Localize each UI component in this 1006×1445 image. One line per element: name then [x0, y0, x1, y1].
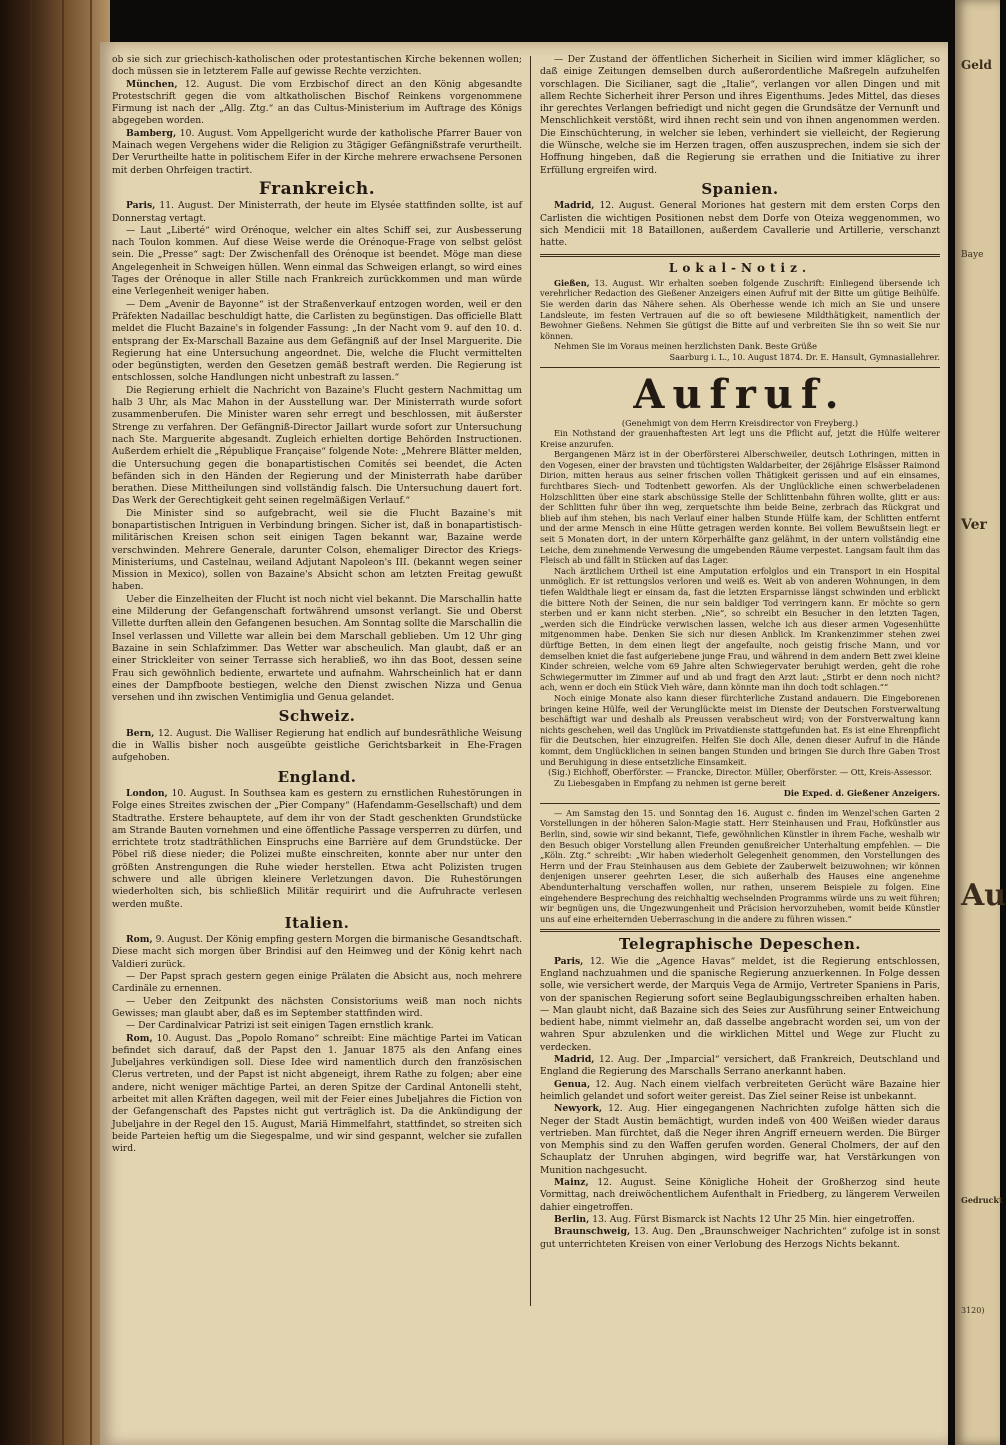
text-bamberg: 10. August. Vom Appellgericht wurde der katholische Pfarrer Bauer von Mainach wegen Vergehens wider die Religion zu 3tägiger Gefängnißstrafe verurtheilt. Der Verurtheilte hatte in politischem Eifer in der Kirche mehrere erwachsene Personen mit derben Ohrfeigen tractirt. — [112, 127, 522, 176]
text-london: 10. August. In Southsea kam es gestern zu ernstlichen Ruhestörungen in Folge eines Streites zwischen der „Pier Company“ (Hafendamm-Gesellschaft) und dem Stadtrathe. Erstere behauptete, auf dem ihr von der Stadt geschenkten Grundstücke am Strande Bauten vornehmen und eine öffentliche Passage versperren zu dürfen, und errichtete trotz stadträthlichen Einspruchs eine Barrière auf dem Grundstücke. Der Pöbel riß diese nieder; die Polizei mußte einschreiten, konnte aber nur unter den größten Anstrengungen die Ruhe wieder herstellen. Etwa acht Polizisten trugen schwere und alle übrigen kleinere Verletzungen davon. Die Ruhestörungen wiederholten sich, bis schließlich Militär requirirt und die Aufruhracte verlesen werden mußte. — [112, 787, 522, 910]
aufruf-paragraph: Noch einige Monate also kann dieser fürchterliche Zustand andauern. Die Eingeborenen bringen keine Hülfe, weil der Verunglückte meist im Dienste der Deutschen Forstverwaltung beschäftigt war und deshalb als Preussen verabscheut wird; von der Forstverwaltung kann nichts geschehen, weil das Unglück im Privatdienste stattgefunden hat. Es ist eine Ehrenpflicht für die Deutschen, hier einzugreifen. Helfen Sie doch Alle, denen dieser Aufruf in die Hände kommt, dem Unglücklichen in seinen bangen Stunden und bringen Sie durch Ihre Gaben Trost und Beruhigung in diese entsetzliche Einsamkeit. — [540, 692, 940, 767]
facing-page-edge — [955, 0, 1006, 1445]
news-item — [112, 934, 522, 971]
dispatch-item — [540, 1214, 940, 1226]
section-rule — [540, 367, 940, 368]
news-item-bamberg — [112, 128, 522, 177]
place: Madrid, — [554, 1054, 595, 1066]
lokal-text: 13. August. Wir erhalten soeben folgende Zuschrift: Einliegend übersende ich verehrlicher Redaction des Gießener Anzeigers einen Aufruf mit der Bitte um gütige Beihülfe. Sie werden darin das Nähere sehen. Als Oberhessе wende ich mich an Sie und unsere Landsleute, im festen Vertrauen auf die so oft bewiesene Mildthätigkeit, namentlich der Bewohner Gießens. Nehmen Sie gütigst die Bitte auf und verbreiten Sie ihn so weit Sie nur können. — [540, 277, 940, 341]
place: Braunschweig, — [554, 1226, 631, 1238]
place: Paris, — [126, 200, 156, 212]
news-item-london — [112, 788, 522, 911]
news-item: — Ueber den Zeitpunkt des nächsten Consistoriums weiß man noch nichts Gewisses; man glaubt aber, daß es im September stattfinden wird. — [112, 995, 522, 1019]
place-madrid: Madrid, — [554, 200, 595, 212]
facing-page-fragment: Ver — [961, 517, 987, 533]
heading-aufruf: Aufruf. — [633, 370, 847, 418]
heading-telegraphische-depeschen: Telegraphische Depeschen. — [619, 935, 861, 954]
facing-page-fragment: Baye — [961, 250, 984, 260]
facing-page-fragment: Geld — [961, 58, 992, 72]
aufruf-donations: Zu Liebesgaben in Empfang zu nehmen ist gerne bereit — [554, 777, 786, 788]
place: Rom, — [126, 1032, 153, 1044]
text-bern: 12. August. Die Walliser Regierung hat endlich auf bundesräthliche Weisung die in Wallis bisher noch ausgeübte geistliche Gerichtsbarkeit in Ehe-Fragen aufgehoben. — [112, 727, 522, 764]
news-text: 9. August. Der König empfing gestern Morgen die birmanische Gesandtschaft. Diese macht sich morgen über Brindisi auf den Heimweg und der König kehrt nach Valdieri zurück. — [112, 934, 522, 970]
text-madrid: 12. August. General Moriones hat gestern mit dem ersten Corps den Carlisten die wichtigen Positionen nebst dem Dorfe von Oteiza weggenommen, wo sich Mendicii mit 18 Bataillonen, außerdem Cavallerie und Artillerie, verschanzt hatte. — [540, 200, 941, 249]
lokal-notiz-block — [540, 278, 940, 363]
place: Paris, — [554, 955, 584, 967]
left-column — [112, 54, 522, 1156]
book-spine — [0, 0, 110, 1445]
dispatch-text: 12. Wie die „Agence Havas“ meldet, ist die Regierung entschlossen, England nachzuahmen und die spanische Regierung anzuerkennen. In Folge dessen solle, wie versichert werde, der Marquis Vega de Armijo, Vertreter Spaniens in Paris, von der spanischen Regierung sofort seine Beglaubigungsschreiben erhalten haben. — Man glaubt nicht, daß Bazaine sich des Seies zur Ausführung seiner Entweichung bedient habe, nimmt vielmehr an, daß dasselbe angebracht worden sei, um von der wahren Spur abzulenken und die wirklichen Mittel und Wege zur Flucht zu verdecken. — [540, 955, 941, 1053]
place: Genua, — [554, 1078, 591, 1090]
lokal-signature: Saarburg i. L., 10. August 1874. Dr. E. Hansult, Gymnasiallehrer. — [669, 351, 940, 362]
dispatch-text: 13. Aug. Fürst Bismarck ist Nachts 12 Uhr 25 Min. hier eingetroffen. — [592, 1213, 915, 1225]
facing-page-fragment: 3120) — [961, 1306, 985, 1315]
aufruf-signatures: (Sig.) Eichhoff, Oberförster. — Francke, Director. Müller, Oberförster. — Ott, Kreis-Assessor. — [548, 767, 932, 778]
dispatch-text: 12. Aug. Der „Imparcial“ versichert, daß Frankreich, Deutschland und England die Regierung des Marschalls Serrano anerkannt haben. — [540, 1054, 941, 1078]
aufruf-subtitle: (Genehmigt von dem Herrn Kreisdirector von Freyberg.) — [621, 417, 859, 428]
dispatch-text: 12. Aug. Hier eingegangenen Nachrichten zufolge hätten sich die Neger der Stadt Austin bemächtigt, wurden indeß von 400 Weißen wieder daraus vertrieben. Man fürchtet, daß die Neger ihren Angriff erneuern werden. Die Bürger von Memphis sind zu den Waffen gerufen worden. General Cholmers, der auf den Schauplatz der Unruhen abgingen, wird begriffe war, hat Verstärkungen von Munition nachgesucht. — [540, 1103, 941, 1176]
dispatch-item — [540, 1226, 940, 1251]
right-column — [540, 54, 940, 1251]
news-item — [112, 1033, 522, 1156]
place-giessen: Gießen, — [554, 277, 590, 288]
column-divider — [530, 56, 531, 1306]
section-rule — [540, 929, 940, 932]
place-muenchen: München, — [126, 78, 178, 90]
section-rule — [540, 803, 940, 804]
news-item-sicilien: — Der Zustand der öffentlichen Sicherheit in Sicilien wird immer kläglicher, so daß einige Zeitungen demselben durch außerordentliche Maßregeln aufzuhelfen vorschlagen. Die Sicilianer, sagt die „Italie“, verlangen vor allen Dingen und mit allem Rechte Sicherheit ihrer Person und ihres Eigenthums. Jedes Mittel, das dieses ihr gerechtes Verlangen befriedigt und nicht gegen die Grundsätze der Vernunft und Menschlichkeit verstößt, wird ihnen recht sein und von ihnen angenommen werden. Die Einschüchterung, in welcher sie leben, verhindert sie vielleicht, der Regierung die Wünsche, welche sie im Herzen tragen, offen auszusprechen, indem sie sich der Hoffnung hingeben, daß die Regierung sie errathen und die Initiative zu ihrer Erfüllung ergreifen wird. — [540, 54, 940, 176]
text-muenchen: 12. August. Die vom Erzbischof direct an den König abgesandte Protestschrift gegen die vom altkatholischen Bischof Reinkens vorgenommene Firmung ist nach der „Allg. Ztg.“ an das Cultus-Ministerium im Auftrage des Königs abgegeben worden. — [112, 78, 523, 127]
heading-spanien: Spanien. — [701, 179, 779, 198]
news-item: — Dem „Avenir de Bayonne“ ist der Straßenverkauf entzogen worden, weil er den Präfekten Nadaillac beschuldigt hatte, die Carlisten zu begünstigen. Das officielle Blatt meldet die Flucht Bazaine's in folgender Fassung: „In der Nacht vom 9. auf den 10. d. entsprang der Ex-Marschall Bazaine aus dem Gefängniß auf der Insel Marguerite. Die Regierung hat eine Untersuchung angeordnet. Die, welche die Flucht vermittelten oder begünstigten, werden den Gesetzen gemäß bestraft werden. Die Regierung ist entschlossen, solche Handlungen nicht unbestraft zu lassen.“ — [112, 298, 522, 384]
news-item: Die Regierung erhielt die Nachricht von Bazaine's Flucht gestern Nachmittag um halb 3 Uhr, als Mac Mahon in der Ausstellung war. Der Ministerrath wurde sofort zusammenberufen. Die Minister waren sehr erregt und beschlossen, mit äußerster Strenge zu verfahren. Der Gefängniß-Director Jaillart wurde sofort zur Untersuchung nach Ste. Marguerite abgesandt. Zugleich erhielten dortige Behörden Instructionen. Außerdem erhielt die „République Française“ folgende Note: „Mehrere Blätter melden, die Untersuchung gegen die bonapartistischen Comités sei beendet, die Acten befänden sich in den Händen der Regierung und der Ministerrath habe darüber berathen. Diese Mittheilungen sind vollständig falsch. Die Untersuchung dauert fort. Das Werk der Gerechtigkeit geht seinen regelmäßigen Verlauf.“ — [112, 384, 522, 507]
news-item — [112, 200, 522, 225]
heading-england: England. — [277, 767, 357, 786]
place-bern: Bern, — [126, 727, 155, 739]
news-item: — Der Papst sprach gestern gegen einige Prälaten die Absicht aus, noch mehrere Cardinäle zu ernennen. — [112, 971, 522, 995]
news-item-madrid — [540, 200, 940, 249]
news-item: Die Minister sind so aufgebracht, weil sie die Flucht Bazaine's mit bonapartistischen Intriguen in Verbindung bringen. Sicher ist, daß in bonapartistisch-militärischen Kreisen schon seit einigen Tagen bekannt war, Bazaine werde verschwinden. Mehrere Generale, darunter Colson, ehemaliger Director des Kriegs-Ministeriums, und Castelnau, weiland Adjutant Napoleon's III. (bekannt wegen seiner Mission in Mexico), sollen von Bazaine's Absicht schon am letzten Freitag gewußt haben. — [112, 507, 522, 593]
dispatch-text: 13. Aug. Den „Braunschweiger Nachrichten“ zufolge ist in sonst gut unterrichteten Kreisen von einer Verlobung des Herzogs Nichts bekannt. — [540, 1226, 940, 1250]
heading-frankreich: Frankreich. — [258, 178, 376, 199]
news-text: 10. August. Das „Popolo Romano“ schreibt: Eine mächtige Partei im Vatican befindet sich darauf, daß der Papst den 1. Januar 1875 als den Anfang eines Jubeljahres verkündigen soll. Diese Idee wird namentlich durch den französischen Clerus vertreten, und der Papst ist nicht abgeneigt, ihrem Rathe zu folgen; aber eine andere, nicht weniger mächtige Partei, an deren Spitze der Cardinal Antonelli steht, arbeitet mit allen Kräften dagegen, weil mit der Feier eines Jubeljahres die Fiction von der Gefangenschaft des Papstes nicht gut verträglich ist. Da die Ankündigung der Jubeljahre in der Regel den 15. August, Mariä Himmelfahrt, stattfindet, so streiten sich beide Parteien heftig um die Siegespalme, und wir sind gespannt, welcher sie zufallen wird. — [112, 1032, 522, 1155]
heading-lokal-notiz: Lokal-Notiz. — [668, 261, 812, 276]
news-item-bern — [112, 728, 522, 765]
place: Berlin, — [554, 1213, 590, 1225]
dispatch-item — [540, 1177, 940, 1214]
dispatch-text: 12. Aug. Nach einem vielfach verbreiteten Gerücht wäre Bazaine hier heimlich gelandet und sofort weiter gereist. Das Ziel seiner Reise ist unbekannt. — [540, 1078, 940, 1102]
news-text: 11. August. Der Ministerrath, der heute im Elysée stattfinden sollte, ist auf Donnerstag vertagt. — [112, 200, 522, 224]
opening-paragraph: ob sie sich zur griechisch-katholischen oder protestantischen Kirche bekennen wollen; doch müssen sie in letzterem Falle auf gewisse Rechte verzichten. — [112, 54, 522, 78]
section-rule — [540, 254, 940, 257]
newspaper-page — [100, 42, 948, 1445]
dispatch-text: 12. August. Seine Königliche Hoheit der Großherzog sind heute Vormittag, nach dreiwöchentlichem Aufenthalt in Friedberg, zu längerem Verweilen dahier eingetroffen. — [540, 1177, 941, 1213]
lokal-greeting: Nehmen Sie im Voraus meinen herzlichsten Dank. Beste Grüße — [554, 341, 817, 352]
news-item-muenchen — [112, 79, 522, 128]
place: Newyork, — [554, 1103, 603, 1115]
news-item: — Der Cardinalvicar Patrizi ist seit einigen Tagen ernstlich krank. — [126, 1020, 434, 1032]
news-item: — Laut „Liberté“ wird Orénoque, welcher ein altes Schiff sei, zur Ausbesserung nach Toulon kommen. Auf diese Weise werde die Orénoque-Frage von selbst gelöst sein. Die „Presse“ sagt: Der Zwischenfall des Orénoque ist beendet. Möge man diese Angelegenheit in Schweigen hüllen. Wenn einmal das Schweigen erlangt, so wird eines Tages der Orénoque in aller Stille nach Frankreich zurückkommen und man würde eine Verlegenheit weniger haben. — [112, 224, 522, 298]
place-london: London, — [126, 787, 168, 799]
facing-page-fragment: Gedruckt — [961, 1195, 1003, 1205]
aufruf-expedition: Die Exped. d. Gießener Anzeigers. — [783, 788, 940, 799]
heading-schweiz: Schweiz. — [278, 707, 356, 726]
heading-italien: Italien. — [284, 913, 350, 932]
aufruf-lead: Ein Nothstand der grauenhaftesten Art legt uns die Pflicht auf, jetzt die Hülfe weiterer Kreise anzurufen. — [540, 428, 940, 449]
place-bamberg: Bamberg, — [126, 127, 177, 139]
aufruf-paragraph: Nach ärztlichem Urtheil ist eine Amputation erfolglos und ein Transport in ein Hospital unmöglich. Er ist rettungslos verloren und weiß es. Weit ab von anderen Wohnungen, in dem tiefen Waldthale liegt er einsam da, fast die letzten Ersparnisse längst schwinden und erblickt die bittere Noth der Seinen, die nur sein baldiger Tod verringern kann. Er möchte so gern sterben und er kann nicht sterben. „Nie“, so schreibt ein Besucher in den letzten Tagen, „werden sich die Eindrücke verwischen lassen, welche ich aus dieser armen Vogesenhütte mitgenommen habe. Denken Sie sich nur diesen Anblick. Im Krankenzimmer stehen zwei dürftige Betten, in dem einen liegt der angefaulte, noch geistig frische Mann, und vor demselben kniet die fast aufgeriebene junge Frau, und während in dem andern Bett zwei kleine Kinder schreien, welche vom 69 Jahre alten Schwiegervater beruhigt werden, geht die rohe Schwiegermutter im Zimmer auf und ab und fragt den Arzt laut: „Stirbt er denn noch nicht? ach, wenn er doch ein Stück Vieh wäre, dann könnte man ihn doch todt schlagen.““ — [540, 565, 940, 693]
facing-page-fragment: Au — [961, 878, 1006, 913]
dispatch-item — [540, 1103, 940, 1177]
announcement-magic-show: — Am Samstag den 15. und Sonntag den 16. August c. finden im Wenzel'schen Garten 2 Vorstellungen in der höheren Salon-Magie statt. Herr Steinhausen und Frau, Hofkünstler aus Berlin, sind, sowie wir sind bekannt, Tiefe, gewöhnlichen Künstler in ihrem Fache, weshalb wir den Besuch obiger Vorstellung allen Freunden genußreicher Unterhaltung empfehlen. — Die „Köln. Ztg.“ schreibt: „Wir haben wiederholt Gelegenheit genommen, den Vorstellungen des Herrn und der Frau Steinhausen aus dem Gebiete der Zauberwelt beizuwohnen; wir können denjenigen unserer geehrten Leser, die sich außerhalb des Hauses eine angenehme Abendunterhaltung verschaffen wollen, nur rathen, unserem Beispiele zu folgen. Eine eingehendere Besprechung des reichhaltig wechselnden Programms würde uns zu weit führen; wir begnügen uns, die Ungezwungenheit und Präcision hervorzuheben, womit beide Künstler uns auf eine erheiternden Ueberraschung in die andere zu führen wissen.“ — [540, 807, 940, 924]
news-item: Ueber die Einzelheiten der Flucht ist noch nicht viel bekannt. Die Marschallin hatte eine Milderung der Gefangenschaft fortwährend umsonst verlangt. Sie und Oberst Villette durften allein den Gefangenen besuchen. Am Sonntag sollte die Marschallin die Insel verlassen und Villette war allein bei dem Marschall geblieben. Um 12 Uhr ging Bazaine in sein Schlafzimmer. Das Wetter war abscheulich. Man glaubt, daß er an einer Strickleiter von seiner Terrasse sich herabließ, wo ihn das Boot, dessen seine Frau sich gewöhnlich bediente, erwartete und aufnahm. Wahrscheinlich hat er dann eines der Dampfboote bestiegen, welche den Dienst zwischen Nizza und Genua versehen und ihn zwischen Ventimiglia und Genua gelandet. — [112, 593, 522, 704]
aufruf-block — [540, 428, 940, 924]
lokal-item — [540, 278, 940, 342]
place: Mainz, — [554, 1177, 589, 1189]
place: Rom, — [126, 934, 153, 946]
dispatch-item — [540, 956, 940, 1054]
dispatch-item — [540, 1079, 940, 1104]
aufruf-paragraph: Bergangenen März ist in der Oberförsterei Alberschweiler, deutsch Lothringen, mitten in den Vogesen, einer der bravsten und tüchtigsten Waldarbeiter, der 26jährige Elsässer Raimond Dirion, mitten heraus aus seiner frischen vollen Thätigkeit gerissen und auf ein einsames, furchtbares Siech- und Todtenbett geworfen. Als der Unglückliche einen schwerbeladenen Holzschlitten über eine stark abschüssige Stelle der Schlittenbahn führen wollte, glitt er aus: der Schlitten fuhr über ihn weg, zerquetschte ihm beide Beine, zerbrach das Rückgrat und blieb auf ihm stehen, bis nach Verlauf einer halben Stunde Hülfe kam, der Schlitten entfernt und der arme Mensch in eine Hütte getragen werden konnte. Bei vollem Bewußtsein liegt er seit 5 Monaten dort, in der untern Körperhälfte ganz gelähmt, in der untern vollständig eine Leiche, dem zunehmende Verwesung die umgebenden Räume verpestet. Langsam fault ihm das Fleisch ab und fällt in Stücken auf das Lager. — [540, 449, 940, 566]
dispatch-item — [540, 1054, 940, 1079]
